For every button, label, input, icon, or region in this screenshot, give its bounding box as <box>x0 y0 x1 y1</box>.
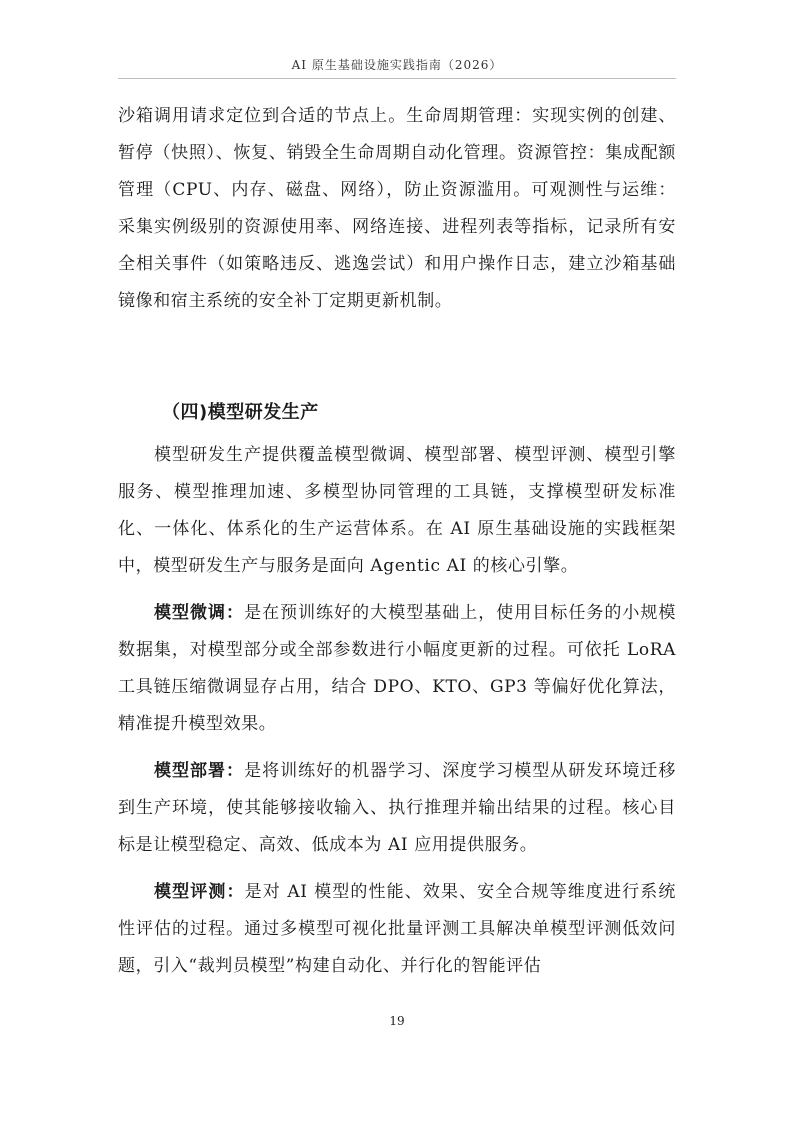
fine-tuning-text: 是在预训练好的大模型基础上，使用目标任务的小规模数据集，对模型部分或全部参数进行小幅度更新的过程。可依托 LoRA 工具链压缩微调显存占用，结合 DPO、KTO、GP3 等偏好优化算法，精准提升模型效果。 <box>118 603 677 734</box>
section-overview-paragraph: 模型研发生产提供覆盖模型微调、模型部署、模型评测、模型引擎服务、模型推理加速、多模型协同管理的工具链，支撑模型研发标准化、一体化、体系化的生产运营体系。在 AI 原生基础设施的实践框架中，模型研发生产与服务是面向 Agentic AI 的核心引擎。 <box>118 445 676 576</box>
section-heading: （四)模型研发生产 <box>162 402 319 423</box>
running-header: AI 原生基础设施实践指南（2026） <box>291 58 503 72</box>
deployment-paragraph <box>118 753 676 864</box>
header-divider <box>118 78 676 79</box>
intro-paragraph: 沙箱调用请求定位到合适的节点上。生命周期管理：实现实例的创建、暂停（快照）、恢复、销毁全生命周期自动化管理。资源管控：集成配额管理（CPU、内存、磁盘、网络），防止资源滥用。可观测性与运维：采集实例级别的资源使用率、网络连接、进程列表等指标，记录所有安全相关事件（如策略违反、逃逸尝试）和用户操作日志，建立沙箱基础镜像和宿主系统的安全补丁定期更新机制。 <box>118 106 676 311</box>
fine-tuning-term: 模型微调： <box>154 603 245 623</box>
deployment-text: 是将训练好的机器学习、深度学习模型从研发环境迁移到生产环境，使其能够接收输入、执行推理并输出结果的过程。核心目标是让模型稳定、高效、低成本为 AI 应用提供服务。 <box>118 761 677 855</box>
fine-tuning-paragraph <box>118 595 676 743</box>
intro-block <box>118 98 676 320</box>
deployment-term: 模型部署： <box>154 761 245 781</box>
evaluation-paragraph <box>118 874 676 985</box>
evaluation-term: 模型评测： <box>154 882 245 902</box>
section-body <box>118 437 676 985</box>
page-number: 19 <box>389 1014 405 1028</box>
evaluation-text: 是对 AI 模型的性能、效果、安全合规等维度进行系统性评估的过程。通过多模型可视化批量评测工具解决单模型评测低效问题，引入“裁判员模型”构建自动化、并行化的智能评估 <box>118 882 676 976</box>
